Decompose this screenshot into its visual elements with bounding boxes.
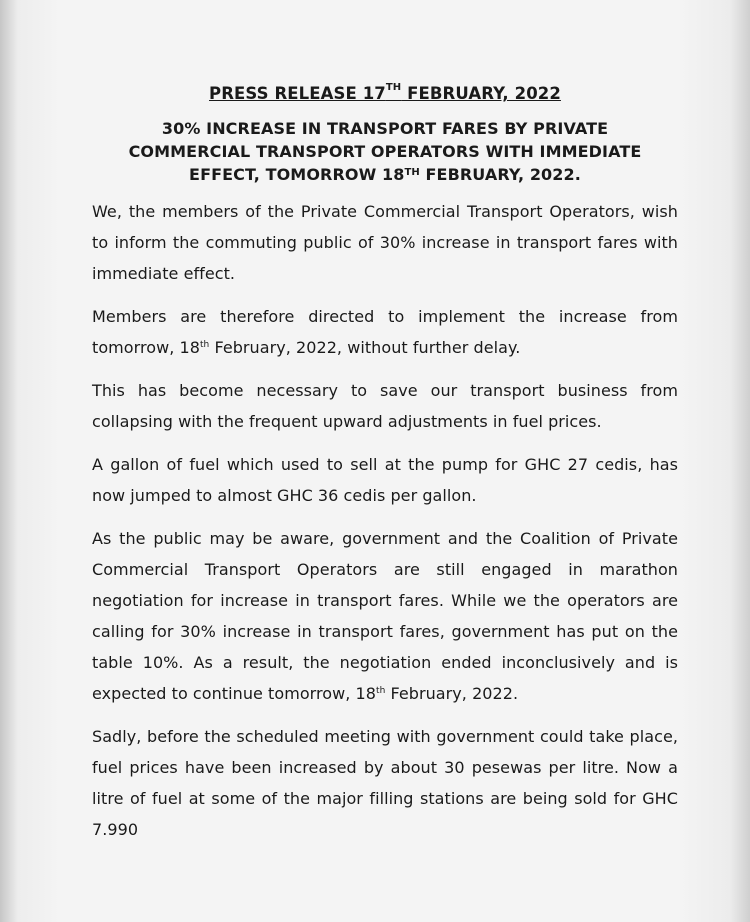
release-title-ordinal: TH [385,82,402,93]
paragraph-negotiation-tail: February, 2022. [385,684,519,703]
paragraph-directive-tail: February, 2022, without further delay. [209,338,521,357]
paragraph-reason: This has become necessary to save our transport business from collapsing with the frequent upward adjustments in fuel prices. [92,381,678,431]
paragraph-directive-ordinal: th [199,340,210,350]
paragraph-directive-text: Members are therefore directed to implement the increase from tomorrow, 18 [92,307,678,357]
paragraph-price-increase: Sadly, before the scheduled meeting with government could take place, fuel prices have been increased by about 30 pesewas per litre. Now a litre of fuel at some of the major filling stations are being sold for GHC 7.990 [92,727,678,839]
headline-line-2: COMMERCIAL TRANSPORT OPERATORS WITH IMMEDIATE [128,142,642,161]
headline-line-3 [92,163,678,186]
headline [92,117,678,186]
headline-ordinal: TH [404,167,420,178]
paragraph-negotiation-text: As the public may be aware, government and the Coalition of Private Commercial Transport Operators are still engaged in marathon negotiation for increase in transport fares. While we the operators are calling for 30% increase in transport fares, government has put on the table 10%. As a result, the negotiation ended inconclusively and is expected to continue tomorrow, 18 [92,529,678,703]
paragraph-negotiation-ordinal: th [376,686,386,696]
headline-line-1: 30% INCREASE IN TRANSPORT FARES BY PRIVATE [161,119,609,138]
press-release-body [92,84,678,857]
paragraph-announcement: We, the members of the Private Commercial Transport Operators, wish to inform the commuting public of 30% increase in transport fares with immediate effect. [92,202,678,283]
headline-line-3-text: EFFECT, TOMORROW 18 [189,165,405,184]
paragraph-fuel-price: A gallon of fuel which used to sell at the pump for GHC 27 cedis, has now jumped to almost GHC 36 cedis per gallon. [92,455,678,505]
paragraph-directive [92,301,678,363]
paragraph-negotiation [92,523,678,709]
release-title [92,84,678,103]
headline-line-3-date: FEBRUARY, 2022. [419,165,581,184]
release-title-date: FEBRUARY, 2022 [401,84,561,103]
release-title-text: PRESS RELEASE 17 [209,84,386,103]
